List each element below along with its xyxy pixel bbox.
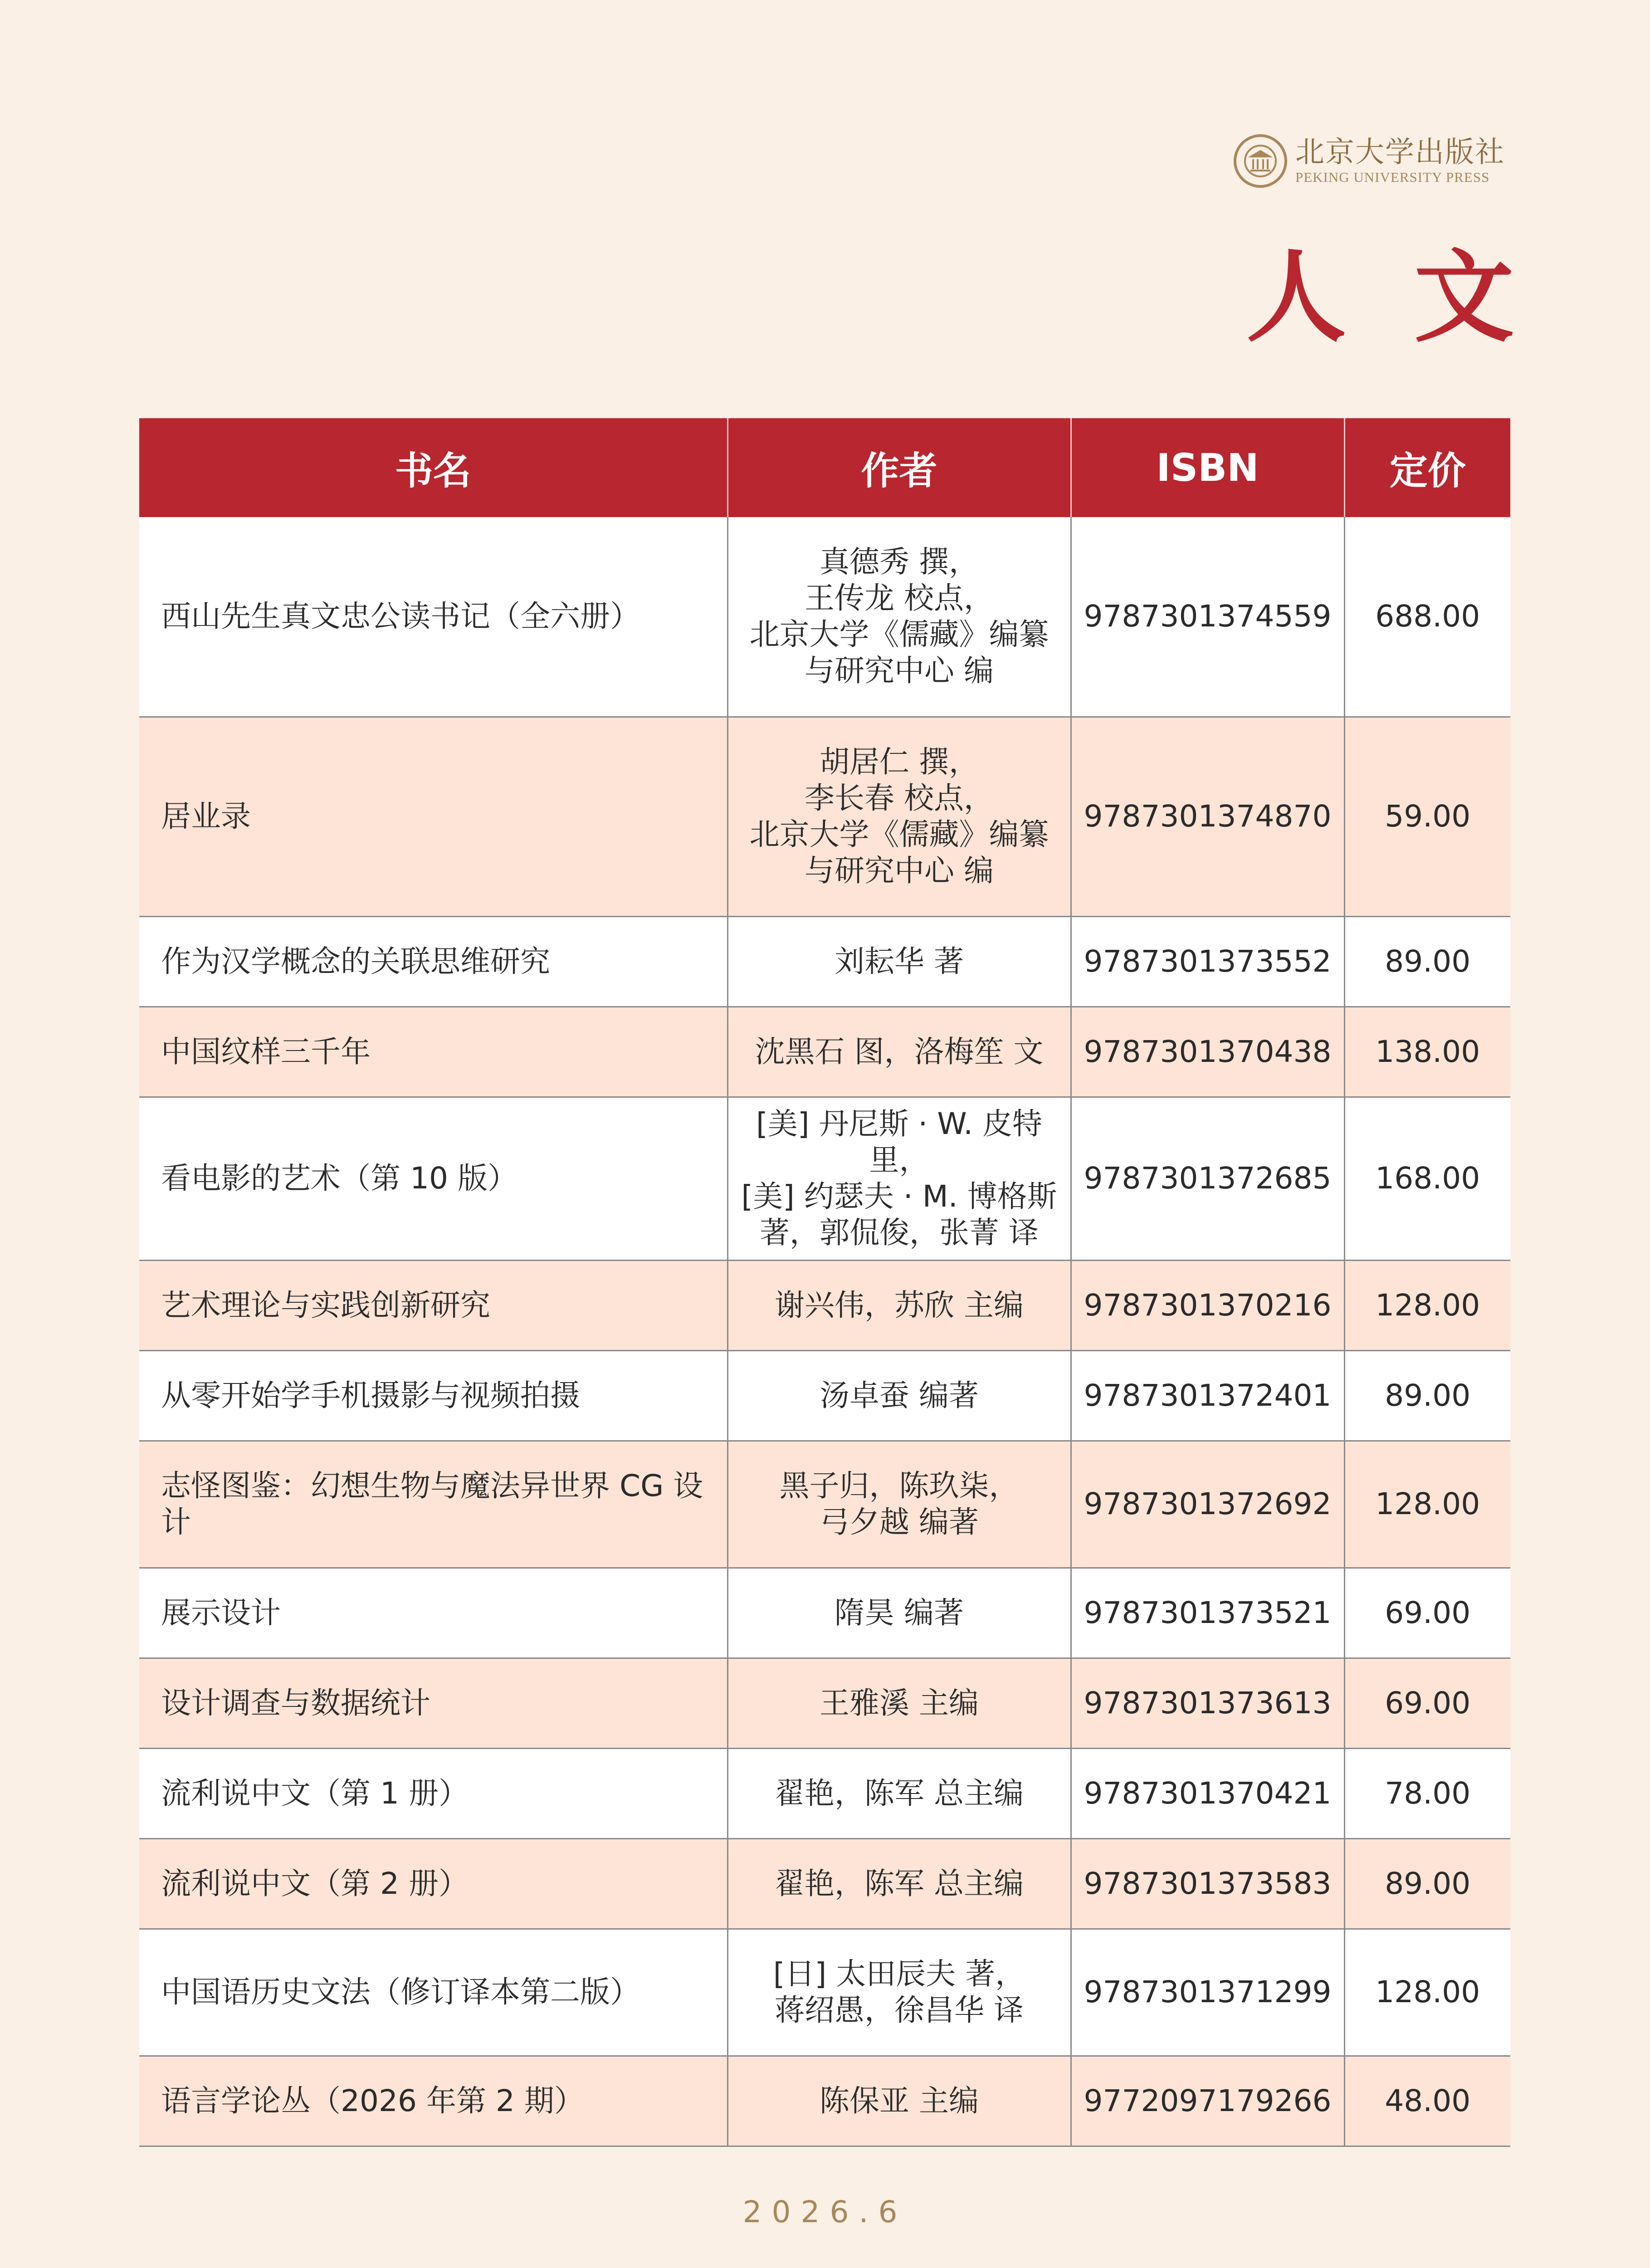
book-title: 流利说中文（第 2 册） bbox=[139, 1838, 727, 1929]
publisher-name-en: PEKING UNIVERSITY PRESS bbox=[1295, 169, 1490, 185]
book-catalog-table bbox=[139, 418, 1510, 2147]
book-title: 语言学论丛（2026 年第 2 期） bbox=[139, 2056, 727, 2146]
book-title: 西山先生真文忠公读书记（全六册） bbox=[139, 517, 727, 717]
book-price: 89.00 bbox=[1344, 1350, 1510, 1441]
publisher-name-cn: 北京大学出版社 bbox=[1295, 136, 1505, 169]
book-author: [日] 太田辰夫 著， 蒋绍愚，徐昌华 译 bbox=[727, 1929, 1071, 2056]
book-price: 69.00 bbox=[1344, 1568, 1510, 1658]
book-isbn: 9787301374559 bbox=[1071, 517, 1344, 717]
book-isbn: 9787301372401 bbox=[1071, 1350, 1344, 1441]
book-isbn: 9787301373521 bbox=[1071, 1568, 1344, 1658]
section-title: 人文 bbox=[1246, 238, 1582, 356]
book-title: 从零开始学手机摄影与视频拍摄 bbox=[139, 1350, 727, 1441]
book-price: 89.00 bbox=[1344, 916, 1510, 1007]
book-title: 看电影的艺术（第 10 版） bbox=[139, 1097, 727, 1260]
book-title: 居业录 bbox=[139, 717, 727, 916]
issue-date: 2026.6 bbox=[742, 2195, 908, 2229]
book-price: 78.00 bbox=[1344, 1748, 1510, 1838]
book-title: 流利说中文（第 1 册） bbox=[139, 1748, 727, 1838]
book-title: 作为汉学概念的关联思维研究 bbox=[139, 916, 727, 1007]
book-price: 128.00 bbox=[1344, 1929, 1510, 2056]
book-author: 真德秀 撰， 王传龙 校点， 北京大学《儒藏》编纂 与研究中心 编 bbox=[727, 517, 1071, 717]
book-author: 刘耘华 著 bbox=[727, 916, 1071, 1007]
header-price: 定价 bbox=[1344, 418, 1510, 517]
table-row bbox=[139, 1260, 1510, 1350]
book-author: 黑子归，陈玖柒， 弓夕越 编著 bbox=[727, 1441, 1071, 1568]
table-row bbox=[139, 1568, 1510, 1658]
book-isbn: 9787301372685 bbox=[1071, 1097, 1344, 1260]
book-author: [美] 丹尼斯 · W. 皮特里， [美] 约瑟夫 · M. 博格斯 著，郭侃俊，张菁 译 bbox=[727, 1097, 1071, 1260]
header-author: 作者 bbox=[727, 418, 1071, 517]
table-row bbox=[139, 2056, 1510, 2146]
table-row bbox=[139, 1007, 1510, 1097]
book-isbn: 9787301373583 bbox=[1071, 1838, 1344, 1929]
book-author: 翟艳，陈军 总主编 bbox=[727, 1748, 1071, 1838]
book-isbn: 9787301373613 bbox=[1071, 1658, 1344, 1748]
book-price: 48.00 bbox=[1344, 2056, 1510, 2146]
book-price: 138.00 bbox=[1344, 1007, 1510, 1097]
book-isbn: 9787301374870 bbox=[1071, 717, 1344, 916]
book-title: 展示设计 bbox=[139, 1568, 727, 1658]
book-price: 688.00 bbox=[1344, 517, 1510, 717]
book-author: 王雅溪 主编 bbox=[727, 1658, 1071, 1748]
table-row bbox=[139, 1838, 1510, 1929]
book-author: 谢兴伟，苏欣 主编 bbox=[727, 1260, 1071, 1350]
book-author: 胡居仁 撰， 李长春 校点， 北京大学《儒藏》编纂 与研究中心 编 bbox=[727, 717, 1071, 916]
table-row bbox=[139, 916, 1510, 1007]
book-author: 沈黑石 图，洛梅笙 文 bbox=[727, 1007, 1071, 1097]
book-title: 志怪图鉴：幻想生物与魔法异世界 CG 设计 bbox=[139, 1441, 727, 1568]
book-isbn: 9787301370421 bbox=[1071, 1748, 1344, 1838]
table-row bbox=[139, 717, 1510, 916]
book-price: 69.00 bbox=[1344, 1658, 1510, 1748]
book-author: 翟艳，陈军 总主编 bbox=[727, 1838, 1071, 1929]
book-price: 168.00 bbox=[1344, 1097, 1510, 1260]
book-author: 隋昊 编著 bbox=[727, 1568, 1071, 1658]
university-seal-icon bbox=[1234, 134, 1287, 188]
book-price: 89.00 bbox=[1344, 1838, 1510, 1929]
table-row bbox=[139, 1748, 1510, 1838]
book-price: 128.00 bbox=[1344, 1441, 1510, 1568]
book-price: 59.00 bbox=[1344, 717, 1510, 916]
book-isbn: 9787301371299 bbox=[1071, 1929, 1344, 2056]
book-author: 陈保亚 主编 bbox=[727, 2056, 1071, 2146]
book-isbn: 9772097179266 bbox=[1071, 2056, 1344, 2146]
book-isbn: 9787301370438 bbox=[1071, 1007, 1344, 1097]
header-title: 书名 bbox=[139, 418, 727, 517]
book-title: 设计调查与数据统计 bbox=[139, 1658, 727, 1748]
book-author: 汤卓蚕 编著 bbox=[727, 1350, 1071, 1441]
table-row bbox=[139, 1097, 1510, 1260]
publisher-logo bbox=[1234, 127, 1515, 195]
table-row bbox=[139, 1658, 1510, 1748]
book-isbn: 9787301370216 bbox=[1071, 1260, 1344, 1350]
book-title: 中国纹样三千年 bbox=[139, 1007, 727, 1097]
table-row bbox=[139, 1929, 1510, 2056]
table-row bbox=[139, 517, 1510, 717]
table-row bbox=[139, 1441, 1510, 1568]
book-price: 128.00 bbox=[1344, 1260, 1510, 1350]
table-header-row bbox=[139, 418, 1510, 517]
book-title: 艺术理论与实践创新研究 bbox=[139, 1260, 727, 1350]
book-isbn: 9787301373552 bbox=[1071, 916, 1344, 1007]
book-title: 中国语历史文法（修订译本第二版） bbox=[139, 1929, 727, 2056]
header-isbn: ISBN bbox=[1071, 418, 1344, 517]
table-row bbox=[139, 1350, 1510, 1441]
book-isbn: 9787301372692 bbox=[1071, 1441, 1344, 1568]
